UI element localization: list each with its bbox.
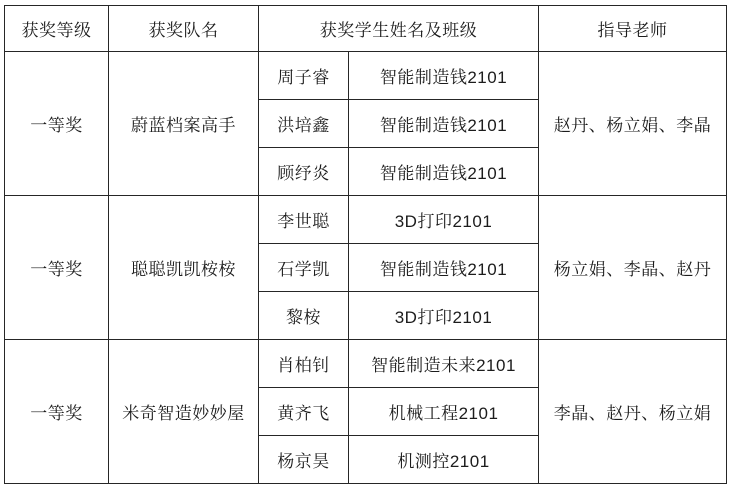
header-award-level: 获奖等级 — [5, 6, 109, 52]
student-name-cell: 洪培鑫 — [259, 100, 349, 148]
award-level-cell: 一等奖 — [5, 196, 109, 340]
student-name-cell: 李世聪 — [259, 196, 349, 244]
table-row — [5, 52, 727, 100]
table-row — [5, 340, 727, 388]
student-name-cell: 黎桉 — [259, 292, 349, 340]
table-row — [5, 196, 727, 244]
student-class-cell: 智能制造钱2101 — [349, 100, 539, 148]
student-name-cell: 杨京昊 — [259, 436, 349, 484]
header-row — [5, 6, 727, 52]
teachers-cell: 李晶、赵丹、杨立娟 — [539, 340, 727, 484]
student-class-cell: 机测控2101 — [349, 436, 539, 484]
header-team-name: 获奖队名 — [109, 6, 259, 52]
header-advisors: 指导老师 — [539, 6, 727, 52]
student-name-cell: 黄齐飞 — [259, 388, 349, 436]
student-class-cell: 机械工程2101 — [349, 388, 539, 436]
award-results-table — [4, 5, 727, 484]
student-class-cell: 智能制造钱2101 — [349, 244, 539, 292]
student-name-cell: 周子睿 — [259, 52, 349, 100]
student-name-cell: 顾纾炎 — [259, 148, 349, 196]
student-class-cell: 3D打印2101 — [349, 196, 539, 244]
student-class-cell: 智能制造钱2101 — [349, 52, 539, 100]
team-name-cell: 蔚蓝档案高手 — [109, 52, 259, 196]
student-class-cell: 智能制造钱2101 — [349, 148, 539, 196]
award-level-cell: 一等奖 — [5, 52, 109, 196]
header-student-name-class: 获奖学生姓名及班级 — [259, 6, 539, 52]
teachers-cell: 杨立娟、李晶、赵丹 — [539, 196, 727, 340]
team-name-cell: 聪聪凯凯桉桉 — [109, 196, 259, 340]
student-class-cell: 智能制造未来2101 — [349, 340, 539, 388]
student-name-cell: 肖柏钊 — [259, 340, 349, 388]
student-class-cell: 3D打印2101 — [349, 292, 539, 340]
teachers-cell: 赵丹、杨立娟、李晶 — [539, 52, 727, 196]
award-level-cell: 一等奖 — [5, 340, 109, 484]
team-name-cell: 米奇智造妙妙屋 — [109, 340, 259, 484]
student-name-cell: 石学凯 — [259, 244, 349, 292]
